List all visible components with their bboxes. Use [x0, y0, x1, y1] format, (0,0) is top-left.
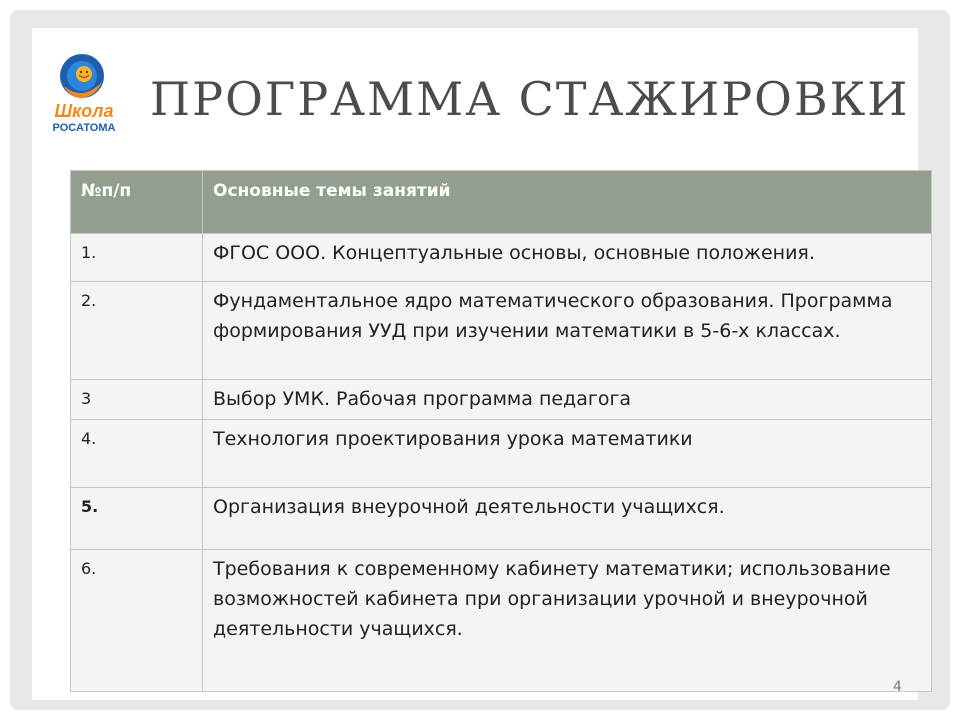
table-row	[71, 380, 932, 420]
topics-table	[70, 170, 932, 692]
logo-text-line1: Школа	[54, 101, 114, 121]
column-header-number: №п/п	[71, 171, 203, 234]
table-row	[71, 282, 932, 380]
row-topic: ФГОС ООО. Концептуальные основы, основные положения.	[203, 234, 932, 282]
table-row	[71, 488, 932, 550]
row-number: 5.	[71, 488, 203, 550]
table-row	[71, 420, 932, 488]
logo-text-line2: РОСАТОМА	[52, 122, 116, 134]
table-row	[71, 550, 932, 692]
column-header-topics: Основные темы занятий	[203, 171, 932, 234]
row-number: 4.	[71, 420, 203, 488]
row-topic: Фундаментальное ядро математического образования. Программа формирования УУД при изучении математики в 5-6-х классах.	[203, 282, 932, 380]
row-number: 3	[71, 380, 203, 420]
row-number: 2.	[71, 282, 203, 380]
row-topic: Требования к современному кабинету математики; использование возможностей кабинета при организации урочной и внеурочной деятельности учащихся.	[203, 550, 932, 692]
slide-title: ПРОГРАММА СТАЖИРОВКИ	[150, 72, 910, 126]
row-topic: Организация внеурочной деятельности учащихся.	[203, 488, 932, 550]
page-number: 4	[893, 679, 902, 695]
school-rosatom-logo	[44, 52, 124, 136]
row-topic: Выбор УМК. Рабочая программа педагога	[203, 380, 932, 420]
row-number: 1.	[71, 234, 203, 282]
table-row	[71, 234, 932, 282]
row-number: 6.	[71, 550, 203, 692]
table-header-row	[71, 171, 932, 234]
row-topic: Технология проектирования урока математики	[203, 420, 932, 488]
